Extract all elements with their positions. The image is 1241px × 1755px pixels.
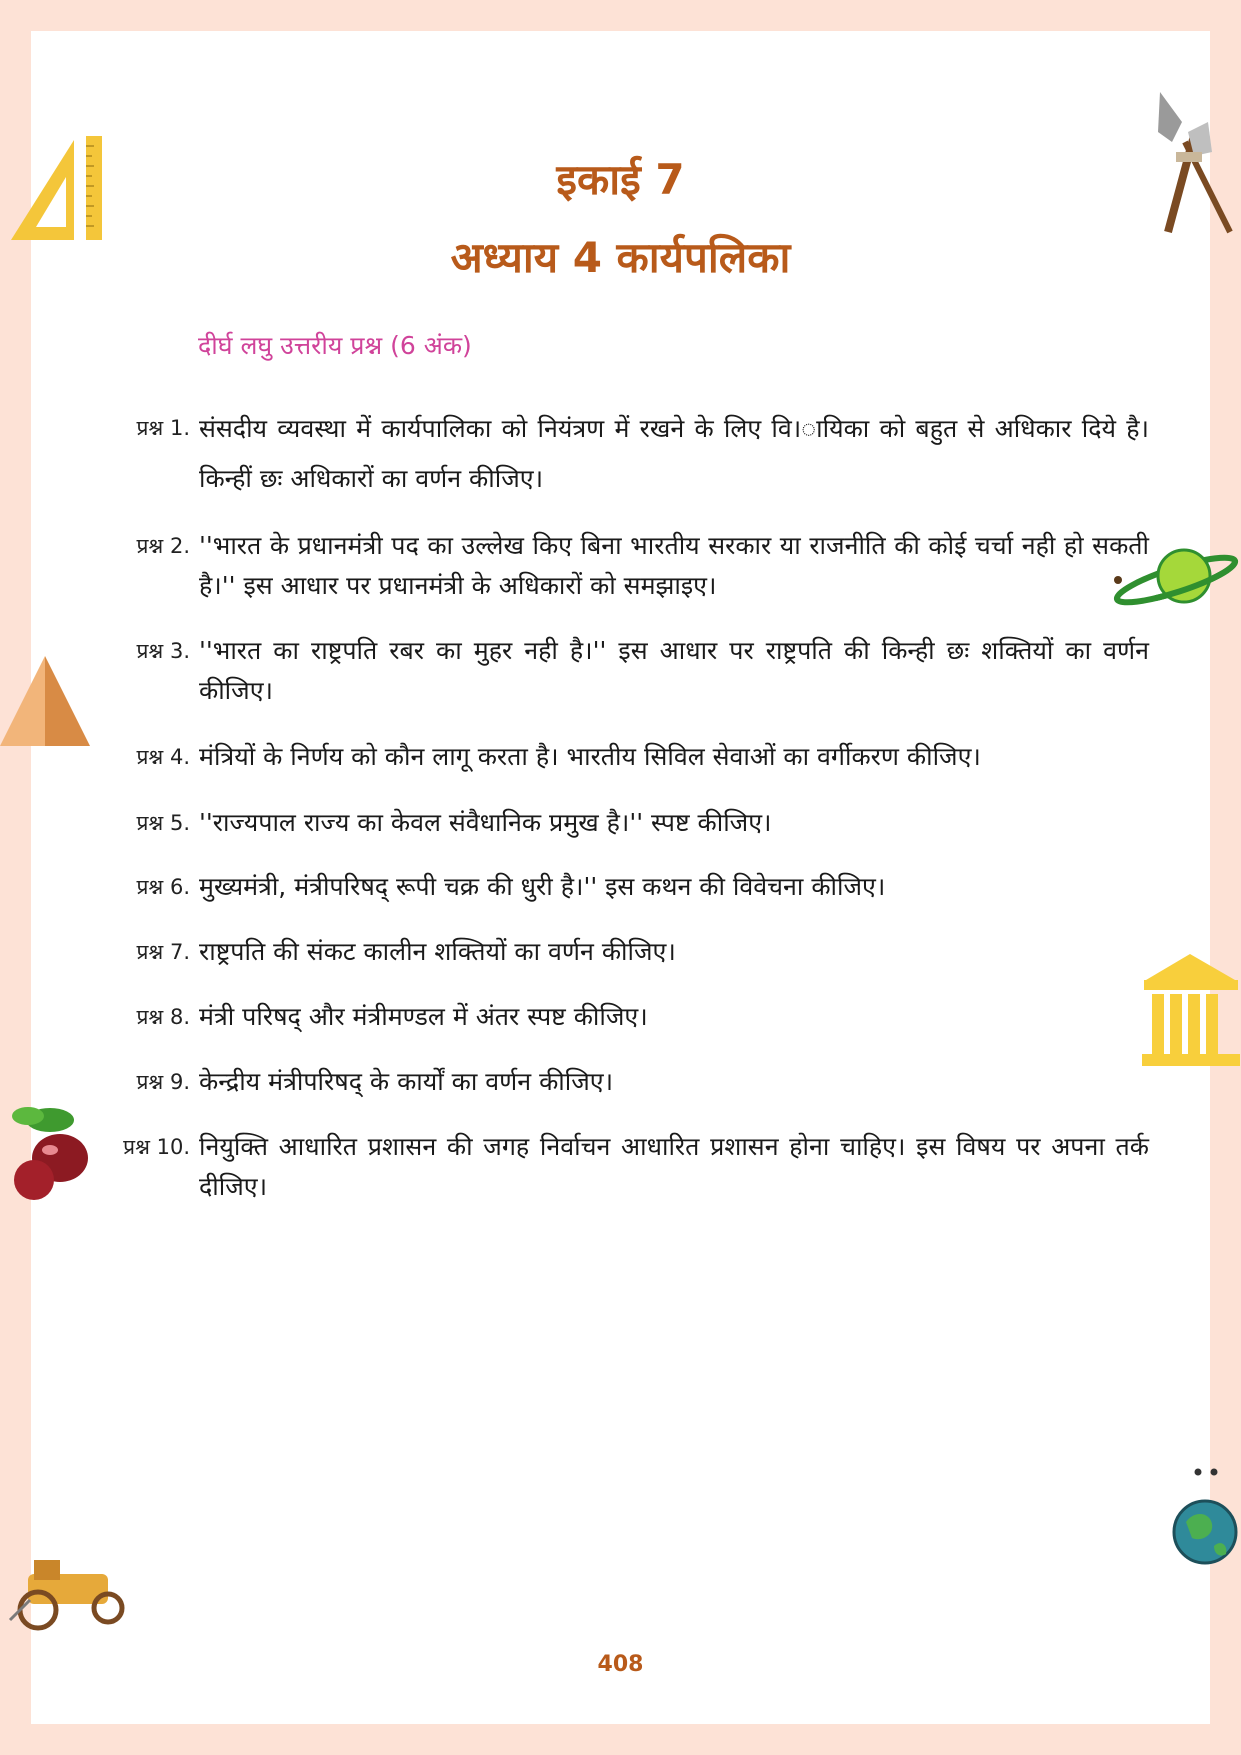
chapter-title: अध्याय 4 कार्यपलिका <box>450 233 791 282</box>
globe-icon <box>1172 1464 1238 1568</box>
question-label: प्रश्न 4. <box>136 745 190 769</box>
question-text: ''भारत का राष्ट्रपति रबर का मुहर नही है।'' इस आधार पर राष्ट्रपति की किन्ही छः शक्तियों का वर्णन कीजिए। <box>199 636 1149 705</box>
question-item <box>80 739 1140 779</box>
question-item <box>80 528 1149 608</box>
question-text: नियुक्ति आधारित प्रशासन की जगह निर्वाचन आधारित प्रशासन होना चाहिए। इस विषय पर अपना तर्क दीजिए। <box>199 1132 1149 1201</box>
question-label: प्रश्न 1. <box>136 416 190 440</box>
unit-title: इकाई 7 <box>556 155 685 204</box>
question-text: केन्द्रीय मंत्रीपरिषद् के कार्यों का वर्णन कीजिए। <box>199 1067 614 1096</box>
question-label: प्रश्न 7. <box>136 940 190 964</box>
question-item <box>80 934 1140 974</box>
question-text: मंत्रियों के निर्णय को कौन लागू करता है। भारतीय सिविल सेवाओं का वर्गीकरण कीजिए। <box>199 742 981 771</box>
question-text: मंत्री परिषद् और मंत्रीमण्डल में अंतर स्पष्ट कीजिए। <box>199 1002 648 1031</box>
question-label: प्रश्न 8. <box>136 1005 190 1029</box>
question-text: राष्ट्रपति की संकट कालीन शक्तियों का वर्णन कीजिए। <box>199 937 676 966</box>
question-label: प्रश्न 10. <box>123 1135 190 1159</box>
question-text: संसदीय व्यवस्था में कार्यपालिका को नियंत्रण में रखने के लिए वि।ायिका को बहुत से अधिकार दिये है। किन्हीं छः अधिकारों का वर्णन कीजिए। <box>199 414 1149 493</box>
section-heading: दीर्घ लघु उत्तरीय प्रश्न (6 अंक) <box>198 331 472 360</box>
pyramid-icon <box>0 656 90 748</box>
fruit-icon <box>6 1100 90 1202</box>
temple-pillars-icon <box>1140 950 1241 1070</box>
page-number: 408 <box>597 1652 644 1677</box>
question-label: प्रश्न 9. <box>136 1070 190 1094</box>
question-label: प्रश्न 5. <box>136 811 190 835</box>
question-item <box>80 869 1140 909</box>
question-label: प्रश्न 2. <box>136 534 190 558</box>
question-label: प्रश्न 3. <box>136 639 190 663</box>
question-item <box>80 410 1149 493</box>
question-item <box>80 633 1149 713</box>
question-text: मुख्यमंत्री, मंत्रीपरिषद् रूपी चक्र की धुरी है।'' इस कथन की विवेचना कीजिए। <box>199 872 886 901</box>
question-label: प्रश्न 6. <box>136 875 190 899</box>
question-text: ''राज्यपाल राज्य का केवल संवैधानिक प्रमुख है।'' स्पष्ट कीजिए। <box>199 808 772 837</box>
question-item <box>80 1129 1149 1209</box>
question-item <box>80 999 1140 1039</box>
question-item <box>80 1064 1140 1104</box>
vintage-car-icon <box>0 1540 130 1632</box>
question-item <box>80 805 1140 845</box>
question-text: ''भारत के प्रधानमंत्री पद का उल्लेख किए बिना भारतीय सरकार या राजनीति की कोई चर्चा नही हो सकती है।'' इस आधार पर प्रधानमंत्री के अधिकारों को समझाइए। <box>199 531 1149 600</box>
